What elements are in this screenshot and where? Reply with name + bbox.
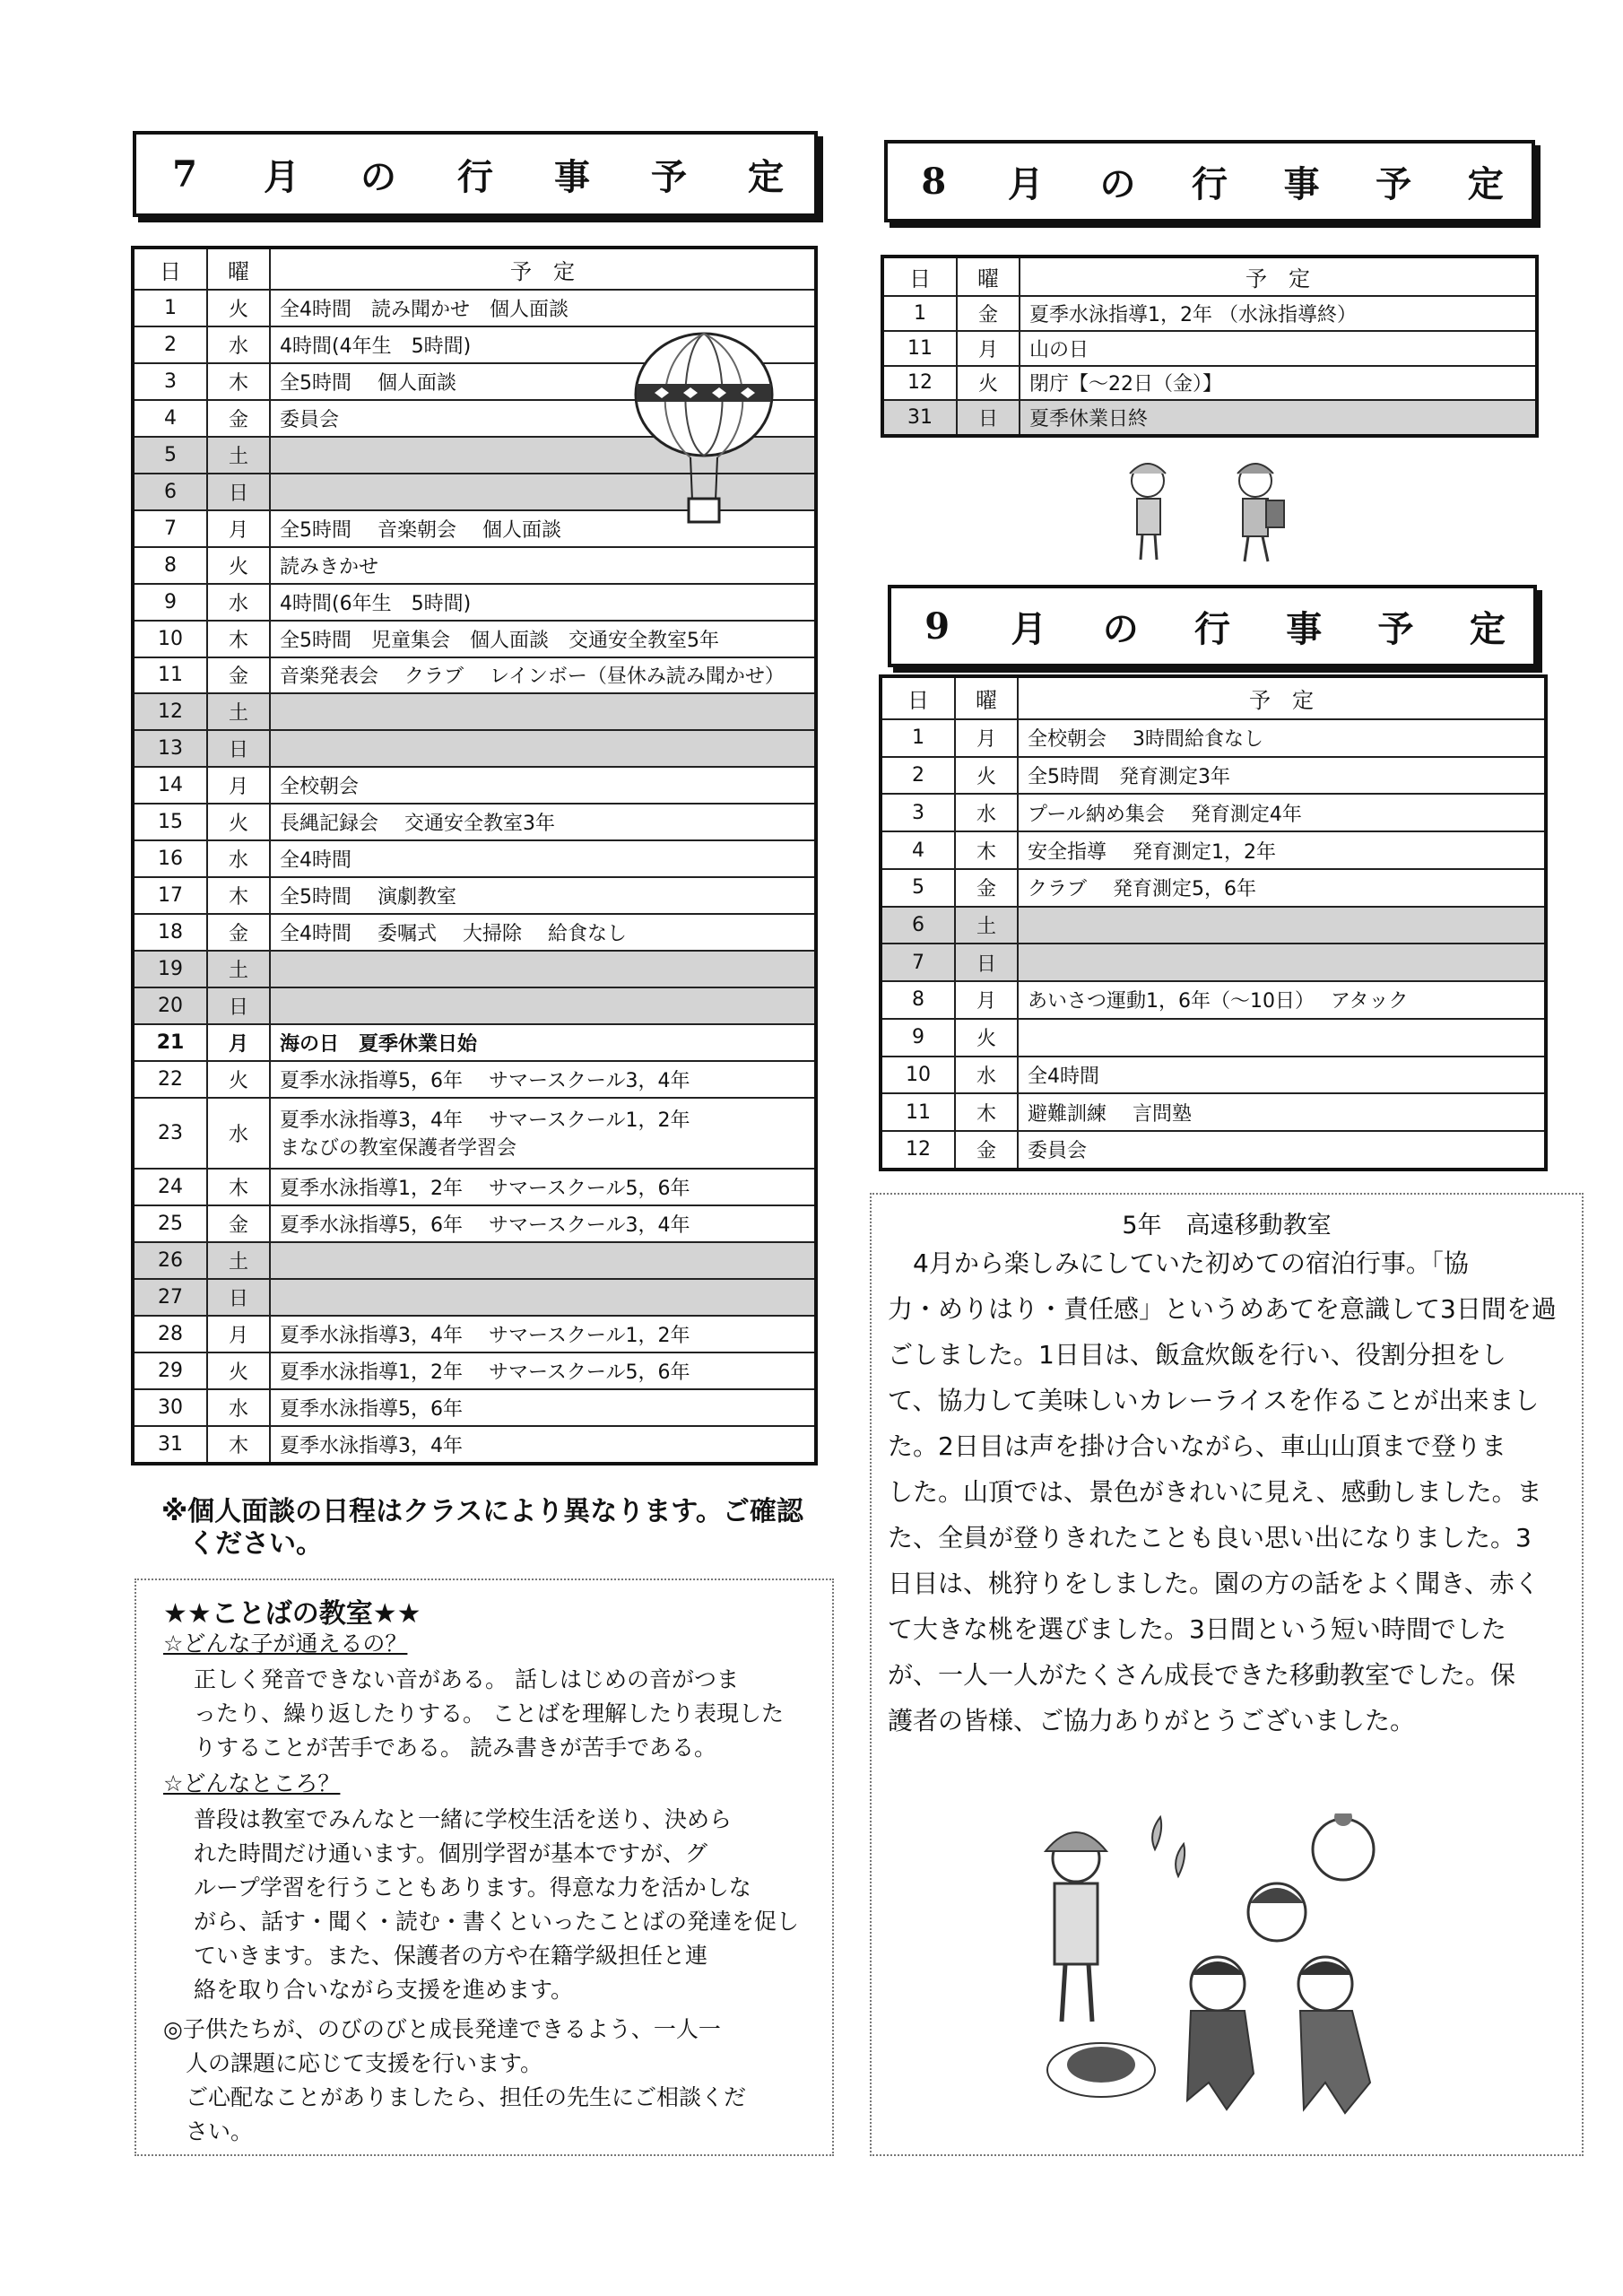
day-cell: 27 (133, 1279, 207, 1316)
text-line: ご心配なことがありましたら、担任の先生にご相談くだ (163, 2084, 747, 2110)
weekday-cell: 月 (957, 331, 1020, 366)
trip-report-box (870, 1193, 1584, 2156)
september-title-char: 定 (1469, 607, 1506, 650)
day-cell: 4 (881, 831, 955, 869)
event-cell: 読みきかせ (270, 547, 816, 584)
event-cell: 全4時間 (1018, 1057, 1546, 1094)
day-cell: 9 (133, 584, 207, 621)
weekday-cell: 火 (207, 1352, 270, 1389)
schedule-row (133, 547, 816, 584)
schedule-row (882, 296, 1537, 331)
weekday-cell: 月 (955, 981, 1018, 1019)
text-line: が、一人一人がたくさん成長できた移動教室でした。保 (888, 1660, 1516, 1690)
text-line: ごしました。1日目は、飯盒炊飯を行い、役割分担をし (888, 1340, 1506, 1370)
july-title-char: 行 (457, 155, 493, 198)
text-line: ◎子供たちが、のびのびと成長発達できるよう、一人一 (163, 2016, 721, 2042)
day-cell: 12 (133, 693, 207, 730)
kotoba-heading: ★★ことばの教室★★ (163, 1598, 421, 1630)
event-cell: 音楽発表会 クラブ レインボー（昼休み読み聞かせ） (270, 657, 816, 694)
column-header: 曜 (207, 248, 270, 290)
schedule-row (133, 1061, 816, 1098)
event-cell: 閉庁【～22日（金）】 (1020, 366, 1537, 401)
day-cell: 16 (133, 840, 207, 877)
schedule-row (133, 1316, 816, 1352)
august-title-char: 月 (1007, 162, 1044, 205)
event-cell: 全校朝会 3時間給食なし (1018, 719, 1546, 757)
august-title-char: 事 (1283, 162, 1320, 205)
weekday-cell: 金 (955, 1131, 1018, 1170)
event-cell (1018, 907, 1546, 944)
day-cell: 6 (133, 474, 207, 510)
august-title-char: 行 (1192, 162, 1228, 205)
event-cell: プール納め集会 発育測定4年 (1018, 794, 1546, 831)
event-cell: 全5時間 演劇教室 (270, 877, 816, 914)
schedule-row (133, 840, 816, 877)
day-cell: 5 (133, 437, 207, 474)
text-line: て、協力して美味しいカレーライスを作ることが出来まし (888, 1386, 1540, 1415)
august-title-char: 定 (1467, 162, 1504, 205)
day-cell: 7 (133, 510, 207, 547)
weekday-cell: 金 (955, 869, 1018, 907)
day-cell: 7 (881, 944, 955, 981)
august-schedule-table (881, 255, 1539, 438)
day-cell: 13 (133, 730, 207, 767)
day-cell: 4 (133, 400, 207, 437)
july-title-char: 7 (172, 152, 197, 196)
day-cell: 9 (881, 1019, 955, 1057)
day-cell: 15 (133, 804, 207, 840)
event-cell: 全5時間 児童集会 個人面談 交通安全教室5年 (270, 621, 816, 657)
day-cell: 30 (133, 1389, 207, 1426)
weekday-cell: 月 (955, 719, 1018, 757)
weekday-cell: 木 (207, 1426, 270, 1464)
event-cell: 全5時間 発育測定3年 (1018, 757, 1546, 795)
weekday-cell: 金 (207, 1205, 270, 1242)
event-cell (270, 951, 816, 987)
weekday-cell: 日 (207, 474, 270, 510)
july-title-char: 事 (554, 155, 590, 198)
event-cell: 夏季休業日終 (1020, 400, 1537, 436)
schedule-row (133, 767, 816, 804)
weekday-cell: 水 (207, 1389, 270, 1426)
august-title-box (884, 140, 1535, 222)
weekday-cell: 水 (207, 840, 270, 877)
column-header: 予 定 (270, 248, 816, 290)
event-cell (270, 693, 816, 730)
text-line: ていきます。また、保護者の方や在籍学級担任と連 (194, 1943, 708, 1969)
event-cell: 全4時間 委嘱式 大掃除 給食なし (270, 914, 816, 951)
july-title-char: 定 (748, 155, 784, 198)
event-cell: あいさつ運動1，6年（～10日） アタック (1018, 981, 1546, 1019)
event-cell: 夏季水泳指導5，6年 サマースクール3，4年 (270, 1205, 816, 1242)
kotoba-question-2: ☆どんなところ？ (163, 1770, 341, 1796)
weekday-cell: 火 (955, 1019, 1018, 1057)
day-cell: 12 (881, 1131, 955, 1170)
weekday-cell: 日 (207, 730, 270, 767)
day-cell: 31 (133, 1426, 207, 1464)
day-cell: 29 (133, 1352, 207, 1389)
september-title-char: 予 (1377, 607, 1414, 650)
weekday-cell: 水 (955, 794, 1018, 831)
weekday-cell: 金 (957, 296, 1020, 331)
weekday-cell: 日 (207, 1279, 270, 1316)
schedule-row (881, 1093, 1546, 1131)
event-cell: 夏季水泳指導1，2年 （水泳指導終） (1020, 296, 1537, 331)
schedule-row (133, 1205, 816, 1242)
weekday-cell: 日 (957, 400, 1020, 436)
schedule-row (133, 1389, 816, 1426)
hot-air-balloon-illustration (628, 330, 780, 527)
september-title-char: 行 (1193, 607, 1230, 650)
schedule-row (881, 1131, 1546, 1170)
day-cell: 22 (133, 1061, 207, 1098)
schedule-row (881, 719, 1546, 757)
text-line: 人の課題に応じて支援を行います。 (163, 2050, 543, 2076)
day-cell: 26 (133, 1242, 207, 1279)
day-cell: 2 (881, 757, 955, 795)
day-cell: 21 (133, 1024, 207, 1061)
weekday-cell: 月 (207, 767, 270, 804)
event-cell: 長縄記録会 交通安全教室3年 (270, 804, 816, 840)
schedule-row (881, 1057, 1546, 1094)
weekday-cell: 木 (955, 1093, 1018, 1131)
kotoba-support-note (163, 2013, 746, 2149)
interview-note: ※個人面談の日程はクラスにより異なります。ご確認 ください。 (161, 1496, 803, 1560)
weekday-cell: 日 (207, 987, 270, 1024)
kotoba-classroom-box (135, 1578, 834, 2156)
text-line: 正しく発音できない音がある。 話しはじめの音がつま (194, 1666, 739, 1692)
text-line: 日目は、桃狩りをしました。園の方の話をよく聞き、赤く (888, 1569, 1540, 1598)
september-schedule-table (879, 674, 1548, 1171)
event-cell: 全4時間 (270, 840, 816, 877)
trip-report-body (872, 1240, 1582, 1744)
event-cell: 夏季水泳指導5，6年 サマースクール3，4年 (270, 1061, 816, 1098)
weekday-cell: 水 (207, 584, 270, 621)
event-cell: 夏季水泳指導3，4年 (270, 1426, 816, 1464)
september-title-char: 事 (1286, 607, 1323, 650)
schedule-row (133, 1279, 816, 1316)
september-title-box (888, 585, 1537, 667)
event-cell: 夏季水泳指導3，4年 サマースクール1，2年 (270, 1316, 816, 1352)
weekday-cell: 水 (207, 1098, 270, 1169)
event-cell (270, 987, 816, 1024)
day-cell: 11 (133, 657, 207, 694)
text-line: た。2日目は声を掛け合いながら、車山山頂まで登りま (888, 1431, 1506, 1461)
weekday-cell: 土 (207, 951, 270, 987)
class-children-illustration (1011, 1813, 1442, 2127)
weekday-cell: 木 (207, 877, 270, 914)
kotoba-answer-2 (194, 1803, 799, 2007)
event-cell: 全5時間 音楽朝会 個人面談 (270, 510, 816, 547)
weekday-cell: 月 (207, 1316, 270, 1352)
schedule-row (133, 693, 816, 730)
august-title-char: の (1099, 162, 1136, 205)
text-line: した。山頂では、景色がきれいに見え、感動しました。ま (888, 1477, 1542, 1507)
weekday-cell: 火 (207, 1061, 270, 1098)
weekday-cell: 金 (207, 400, 270, 437)
weekday-cell: 火 (207, 290, 270, 326)
column-header: 日 (882, 257, 957, 296)
weekday-cell: 土 (207, 1242, 270, 1279)
event-cell (1018, 1019, 1546, 1057)
event-cell: クラブ 発育測定5，6年 (1018, 869, 1546, 907)
september-title-char: 月 (1011, 607, 1047, 650)
day-cell: 2 (133, 326, 207, 363)
weekday-cell: 土 (207, 693, 270, 730)
column-header: 日 (881, 676, 955, 719)
september-title-char: の (1102, 607, 1139, 650)
day-cell: 31 (882, 400, 957, 436)
schedule-row (882, 331, 1537, 366)
schedule-row (133, 621, 816, 657)
weekday-cell: 金 (207, 657, 270, 694)
schedule-row (133, 951, 816, 987)
weekday-cell: 火 (957, 366, 1020, 401)
event-cell: 夏季水泳指導3，4年 サマースクール1，2年 まなびの教室保護者学習会 (270, 1098, 816, 1169)
schedule-row (133, 804, 816, 840)
weekday-cell: 土 (955, 907, 1018, 944)
text-line: た、全員が登りきれたことも良い思い出になりました。3 (888, 1523, 1532, 1552)
text-line: ループ学習を行うこともあります。得意な力を活かしな (194, 1874, 751, 1900)
schedule-row (882, 400, 1537, 436)
weekday-cell: 月 (207, 1024, 270, 1061)
schedule-row (882, 366, 1537, 401)
day-cell: 6 (881, 907, 955, 944)
text-line: 普段は教室でみんなと一緒に学校生活を送り、決めら (194, 1806, 733, 1832)
kotoba-answer-1 (194, 1663, 784, 1765)
event-cell: 海の日 夏季休業日始 (270, 1024, 816, 1061)
children-illustration (1112, 454, 1300, 570)
schedule-row (133, 914, 816, 951)
weekday-cell: 土 (207, 437, 270, 474)
schedule-row (133, 987, 816, 1024)
day-cell: 11 (881, 1093, 955, 1131)
schedule-row (881, 907, 1546, 944)
text-line: 護者の皆様、ご協力ありがとうございました。 (888, 1706, 1416, 1735)
day-cell: 18 (133, 914, 207, 951)
text-line: りすることが苦手である。 読み書きが苦手である。 (194, 1735, 716, 1761)
schedule-row (133, 877, 816, 914)
column-header: 日 (133, 248, 207, 290)
schedule-row (881, 944, 1546, 981)
day-cell: 1 (133, 290, 207, 326)
event-cell: 4時間(4年生 5時間) (270, 326, 816, 363)
day-cell: 14 (133, 767, 207, 804)
schedule-row (881, 757, 1546, 795)
table-header-row (133, 248, 816, 290)
schedule-row (133, 730, 816, 767)
july-title-box (133, 131, 818, 217)
weekday-cell: 水 (955, 1057, 1018, 1094)
schedule-row (133, 1169, 816, 1205)
event-cell: 全校朝会 (270, 767, 816, 804)
event-cell: 夏季水泳指導1，2年 サマースクール5，6年 (270, 1169, 816, 1205)
day-cell: 19 (133, 951, 207, 987)
event-cell: 4時間(6年生 5時間) (270, 584, 816, 621)
schedule-row (133, 1024, 816, 1061)
day-cell: 10 (881, 1057, 955, 1094)
event-cell: 委員会 (270, 400, 816, 437)
august-title-char: 8 (921, 160, 947, 203)
text-line: さい。 (163, 2118, 254, 2144)
text-line: て大きな桃を選びました。3日間という短い時間でした (888, 1614, 1506, 1644)
schedule-row (881, 1019, 1546, 1057)
event-cell: 安全指導 発育測定1，2年 (1018, 831, 1546, 869)
column-header: 曜 (957, 257, 1020, 296)
event-cell: 全5時間 個人面談 (270, 363, 816, 400)
schedule-row (133, 290, 816, 326)
text-line: がら、話す・聞く・読む・書くといったことばの発達を促し (194, 1909, 800, 1935)
column-header: 予 定 (1020, 257, 1537, 296)
kotoba-question-1: ☆どんな子が通えるの？ (163, 1631, 408, 1657)
day-cell: 3 (133, 363, 207, 400)
text-line: 4月から楽しみにしていた初めての宿泊行事。「協 (888, 1248, 1469, 1278)
weekday-cell: 木 (955, 831, 1018, 869)
schedule-row (881, 831, 1546, 869)
weekday-cell: 火 (955, 757, 1018, 795)
trip-report-title: 5年 高遠移動教室 (1122, 1212, 1332, 1239)
schedule-row (881, 869, 1546, 907)
event-cell: 山の日 (1020, 331, 1537, 366)
day-cell: 24 (133, 1169, 207, 1205)
event-cell: 委員会 (1018, 1131, 1546, 1170)
text-line: れた時間だけ通います。個別学習が基本ですが、グ (194, 1840, 708, 1866)
august-title-char: 予 (1376, 162, 1412, 205)
day-cell: 8 (133, 547, 207, 584)
schedule-row (133, 1242, 816, 1279)
day-cell: 23 (133, 1098, 207, 1169)
day-cell: 12 (882, 366, 957, 401)
july-title-char: の (360, 155, 396, 198)
day-cell: 5 (881, 869, 955, 907)
weekday-cell: 金 (207, 914, 270, 951)
schedule-row (133, 584, 816, 621)
day-cell: 10 (133, 621, 207, 657)
schedule-row (881, 794, 1546, 831)
column-header: 曜 (955, 676, 1018, 719)
day-cell: 28 (133, 1316, 207, 1352)
weekday-cell: 木 (207, 621, 270, 657)
weekday-cell: 日 (955, 944, 1018, 981)
weekday-cell: 木 (207, 1169, 270, 1205)
event-cell (1018, 944, 1546, 981)
text-line: ったり、繰り返したりする。 ことばを理解したり表現した (194, 1700, 784, 1726)
event-cell (270, 730, 816, 767)
day-cell: 3 (881, 794, 955, 831)
day-cell: 1 (882, 296, 957, 331)
weekday-cell: 月 (207, 510, 270, 547)
day-cell: 1 (881, 719, 955, 757)
day-cell: 17 (133, 877, 207, 914)
text-line: 絡を取り合いながら支援を進めます。 (194, 1977, 574, 2003)
event-cell (270, 1242, 816, 1279)
weekday-cell: 火 (207, 547, 270, 584)
schedule-row (881, 981, 1546, 1019)
schedule-row (133, 1352, 816, 1389)
event-cell (270, 1279, 816, 1316)
event-cell: 避難訓練 言問塾 (1018, 1093, 1546, 1131)
schedule-row (133, 657, 816, 694)
july-title-char: 月 (264, 155, 299, 198)
event-cell: 全4時間 読み聞かせ 個人面談 (270, 290, 816, 326)
event-cell: 夏季水泳指導5，6年 (270, 1389, 816, 1426)
day-cell: 20 (133, 987, 207, 1024)
day-cell: 11 (882, 331, 957, 366)
column-header: 予 定 (1018, 676, 1546, 719)
table-header-row (882, 257, 1537, 296)
schedule-row (133, 1426, 816, 1464)
day-cell: 8 (881, 981, 955, 1019)
event-cell: 夏季水泳指導1，2年 サマースクール5，6年 (270, 1352, 816, 1389)
weekday-cell: 火 (207, 804, 270, 840)
schedule-row (133, 1098, 816, 1169)
september-title-char: 9 (924, 604, 950, 648)
day-cell: 25 (133, 1205, 207, 1242)
weekday-cell: 木 (207, 363, 270, 400)
july-title-char: 予 (651, 155, 687, 198)
weekday-cell: 水 (207, 326, 270, 363)
table-header-row (881, 676, 1546, 719)
text-line: 力・めりはり・責任感」というめあてを意識して3日間を過 (888, 1294, 1557, 1324)
